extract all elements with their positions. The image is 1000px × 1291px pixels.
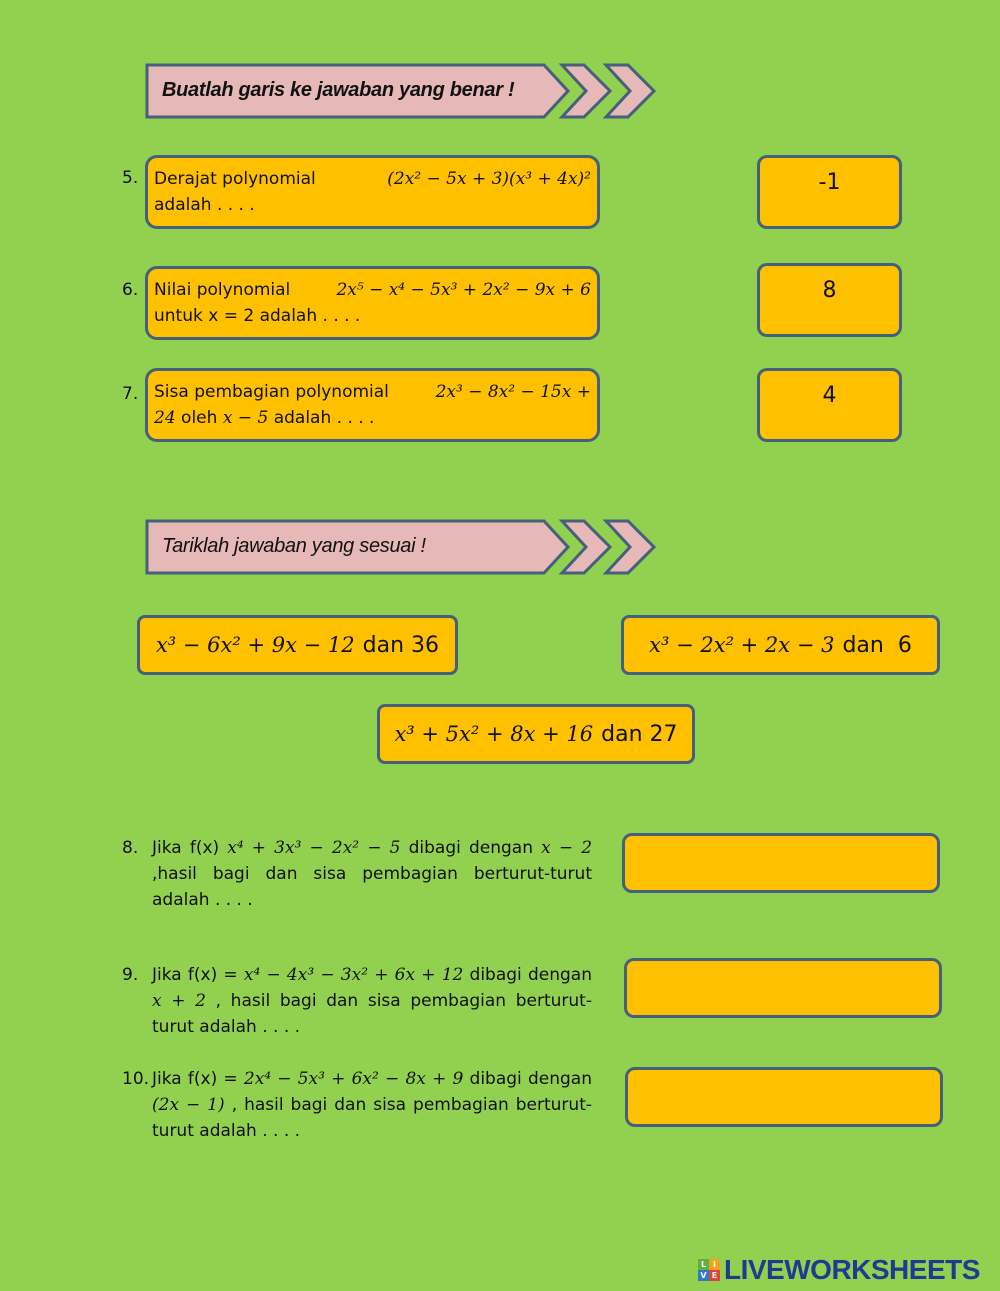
drop-zone-9[interactable] [624,958,942,1018]
question-number: 6. [122,280,139,300]
banner-title-1: Buatlah garis ke jawaban yang benar ! [162,79,515,101]
question-text: , hasil bagi dan sisa pembagian berturut-turut adalah . . . . [152,991,592,1037]
question-10 [122,1066,592,1144]
question-math: 2𝑥³ − 8𝑥² − 15𝑥 + [435,382,591,402]
question-math: 𝑥 − 5 [222,408,269,428]
question-text: dibagi dengan [408,838,533,858]
drag-math: 𝑥³ + 5𝑥² + 8𝑥 + 16 [394,722,594,746]
liveworksheets-logo-icon: L I V E [698,1259,720,1281]
question-9 [122,962,592,1040]
drag-answer-3[interactable] [377,704,695,764]
question-text: dibagi dengan [469,965,592,985]
drag-answer-1[interactable] [137,615,458,675]
question-number: 5. [122,168,139,188]
drag-math: 𝑥³ − 2𝑥² + 2𝑥 − 3 [649,633,835,657]
answer-box-1[interactable]: -1 [757,155,902,229]
drag-answer-2[interactable] [621,615,940,675]
question-text: Derajat polynomial [154,169,316,189]
question-text: Jika f(x) [152,838,220,858]
question-number: 9. [122,965,139,985]
question-number: 10. [122,1069,150,1089]
liveworksheets-logo-text: LIVEWORKSHEETS [724,1254,980,1285]
banner-title-2: Tariklah jawaban yang sesuai ! [162,535,426,557]
question-text: Nilai polynomial [154,280,291,300]
drag-text: dan 27 [601,721,678,747]
question-text: Jika f(x) = [152,1069,238,1089]
question-math: (2𝑥² − 5𝑥 + 3)(𝑥³ + 4𝑥)² [387,169,591,189]
question-text: ,hasil bagi dan sisa pembagian berturut-turut adalah . . . . [152,864,592,910]
question-math: 𝑥⁴ + 3𝑥³ − 2𝑥² − 5 [227,838,401,858]
question-text: dibagi dengan [469,1069,592,1089]
question-text: Sisa pembagian polynomial [154,382,389,402]
question-math: 𝑥 + 2 [152,991,206,1011]
question-suffix: adalah . . . . [154,195,255,215]
question-5-box[interactable] [145,155,600,229]
question-math: 2𝑥⁵ − 𝑥⁴ − 5𝑥³ + 2𝑥² − 9𝑥 + 6 [336,280,591,300]
liveworksheets-logo [698,1255,980,1285]
question-number: 7. [122,384,139,404]
drop-zone-8[interactable] [622,833,940,893]
question-math: (2𝑥 − 1) [152,1095,225,1115]
question-number: 8. [122,838,139,858]
question-math: 𝑥 − 2 [541,838,593,858]
question-6-box[interactable] [145,266,600,340]
question-text: Jika f(x) = [152,965,238,985]
question-math: 𝑥⁴ − 4𝑥³ − 3𝑥² + 6𝑥 + 12 [243,965,464,985]
question-math: 2𝑥⁴ − 5𝑥³ + 6𝑥² − 8𝑥 + 9 [243,1069,464,1089]
drag-text: dan 6 [842,632,912,658]
question-suffix: adalah . . . . [273,408,375,428]
drag-text: dan 36 [362,632,440,658]
question-text: , hasil bagi dan sisa pembagian berturut-turut adalah . . . . [152,1095,592,1141]
question-7-box[interactable] [145,368,600,442]
question-text: oleh [181,408,218,428]
drag-math: 𝑥³ − 6𝑥² + 9𝑥 − 12 [155,633,355,657]
question-math: 24 [154,408,176,428]
answer-box-3[interactable]: 4 [757,368,902,442]
answer-box-2[interactable]: 8 [757,263,902,337]
question-8 [122,835,592,913]
drop-zone-10[interactable] [625,1067,943,1127]
question-suffix: untuk x = 2 adalah . . . . [154,306,361,326]
